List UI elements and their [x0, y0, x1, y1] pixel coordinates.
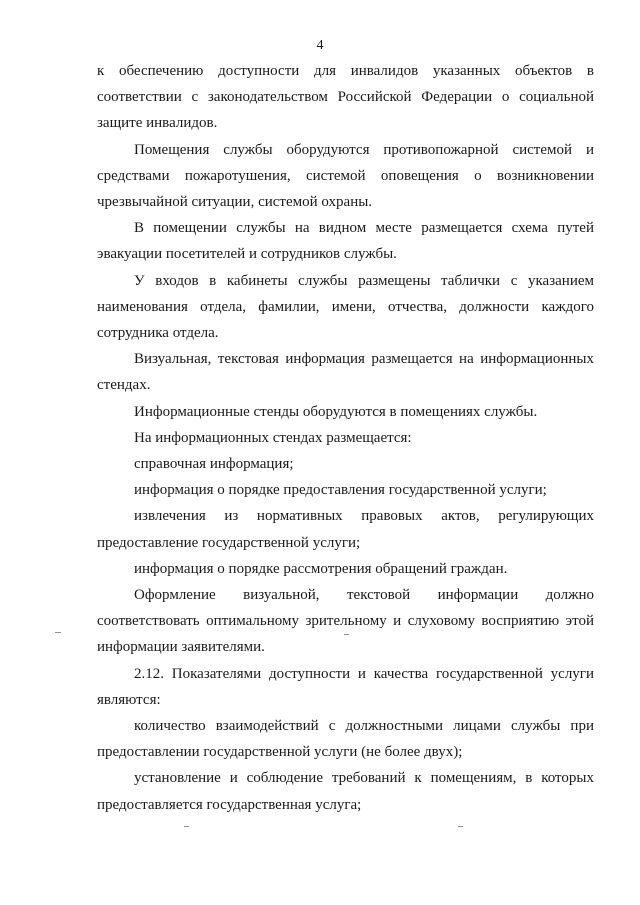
- text-line: информации заявителями.: [97, 639, 265, 656]
- text-line: предоставляется государственная услуга;: [97, 796, 362, 813]
- text-line: сотрудника отдела.: [97, 325, 219, 342]
- text-line: Информационные стенды оборудуются в помещениях службы.: [134, 403, 538, 420]
- text-line: Визуальная, текстовая информация размещается на информационных: [134, 351, 594, 368]
- page-number: 4: [316, 38, 324, 53]
- text-line: являются:: [97, 691, 161, 708]
- document-body: [97, 58, 594, 818]
- text-line: соответствии с законодательством Российской Федерации о социальной: [97, 89, 594, 106]
- text-line: стендах.: [97, 377, 151, 394]
- text-line: 2.12. Показателями доступности и качества государственной услуги: [134, 665, 594, 682]
- text-line: справочная информация;: [134, 456, 294, 473]
- text-line: извлечения из нормативных правовых актов, регулирующих: [134, 508, 594, 525]
- scan-speck: [344, 634, 349, 635]
- text-line: установление и соблюдение требований к помещениям, в которых: [134, 770, 594, 787]
- text-line: средствами пожаротушения, системой оповещения о возникновении: [97, 167, 594, 184]
- text-line: предоставлении государственной услуги (не более двух);: [97, 744, 463, 761]
- text-line: Оформление визуальной, текстовой информации должно: [134, 587, 594, 604]
- scan-speck: [55, 632, 61, 633]
- text-line: информация о порядке предоставления государственной услуги;: [134, 482, 547, 499]
- text-line: предоставление государственной услуги;: [97, 534, 361, 551]
- text-line: соответствовать оптимальному зрительному и слуховому восприятию этой: [97, 613, 594, 630]
- text-line: к обеспечению доступности для инвалидов указанных объектов в: [97, 63, 594, 79]
- text-line: эвакуации посетителей и сотрудников службы.: [97, 246, 397, 263]
- text-line: На информационных стендах размещается:: [134, 429, 412, 446]
- text-line: защите инвалидов.: [97, 115, 218, 132]
- scan-speck: [458, 826, 463, 827]
- text-line: наименования отдела, фамилии, имени, отчества, должности каждого: [97, 298, 594, 315]
- text-line: В помещении службы на видном месте размещается схема путей: [134, 220, 594, 237]
- text-line: количество взаимодействий с должностными лицами службы при: [134, 718, 594, 735]
- text-line: У входов в кабинеты службы размещены таблички с указанием: [134, 272, 594, 289]
- scan-speck: [184, 826, 189, 827]
- text-line: информация о порядке рассмотрения обращений граждан.: [134, 560, 508, 577]
- text-line: чрезвычайной ситуации, системой охраны.: [97, 194, 373, 211]
- text-line: Помещения службы оборудуются противопожарной системой и: [134, 141, 594, 158]
